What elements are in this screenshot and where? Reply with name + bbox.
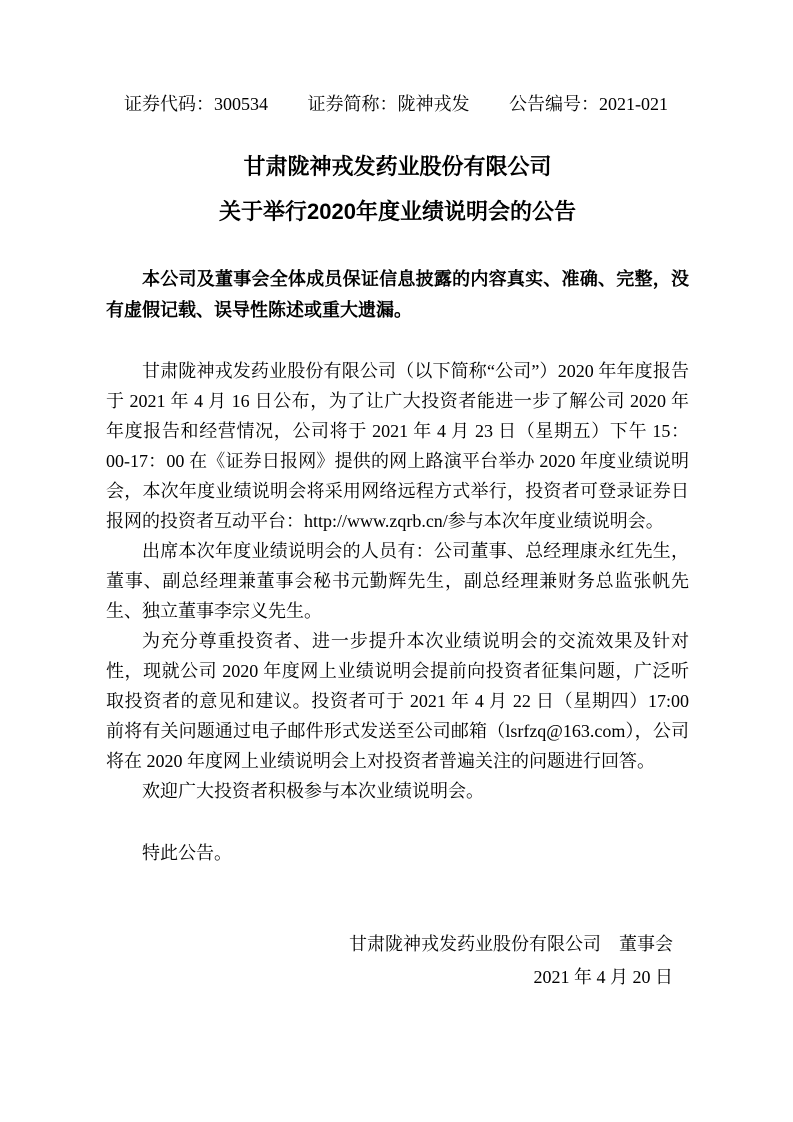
document-body [106,356,689,806]
title-announcement-subject: 关于举行2020年度业绩说明会的公告 [219,199,576,224]
closing-statement: 特此公告。 [142,843,232,863]
disclosure-guarantee-statement: 本公司及董事会全体成员保证信息披露的内容真实、准确、完整，没有虚假记载、误导性陈述或重大遗漏。 [106,269,689,320]
document-header [106,92,689,116]
stock-code: 证券代码：300534 [124,94,268,114]
paragraph-welcome: 欢迎广大投资者积极参与本次业绩说明会。 [142,781,484,801]
signature-date: 2021 年 4 月 20 日 [533,967,673,987]
paragraph-attendees: 出席本次年度业绩说明会的人员有：公司董事、总经理康永红先生，董事、副总经理兼董事会秘书元勤辉先生，副总经理兼财务总监张帆先生、独立董事李宗义先生。 [106,541,689,621]
announcement-number: 公告编号：2021-021 [509,94,668,114]
signature-block [106,928,689,994]
document-title [106,144,689,234]
title-company-name: 甘肃陇神戎发药业股份有限公司 [243,154,552,179]
signature-company-board: 甘肃陇神戎发药业股份有限公司 董事会 [349,934,673,954]
stock-short-name: 证券简称：陇神戎发 [307,94,470,114]
paragraph-meeting-arrangement: 甘肃陇神戎发药业股份有限公司（以下简称“公司”）2020 年年度报告于 2021 年 4 月 16 日公布，为了让广大投资者能进一步了解公司 2020 年年度报告和经营情况，公司将于 2021 年 4 月 23 日（星期五）下午 15：00-17：00 在《证券日报网》提供的网上路演平台举办 2020 年度业绩说明会，本次年度业绩说明会将采用网络远程方式举行，投资者可登录证券日报网的投资者互动平台：http://www.zqrb.cn/参与本次年度业绩说明会。 [106,361,689,531]
paragraph-question-collection: 为充分尊重投资者、进一步提升本次业绩说明会的交流效果及针对性，现就公司 2020 年度网上业绩说明会提前向投资者征集问题，广泛听取投资者的意见和建议。投资者可于 2021 年 4 月 22 日（星期四）17:00 前将有关问题通过电子邮件形式发送至公司邮箱（lsrfzq@163.com），公司将在 2020 年度网上业绩说明会上对投资者普遍关注的问题进行回答。 [106,631,689,771]
